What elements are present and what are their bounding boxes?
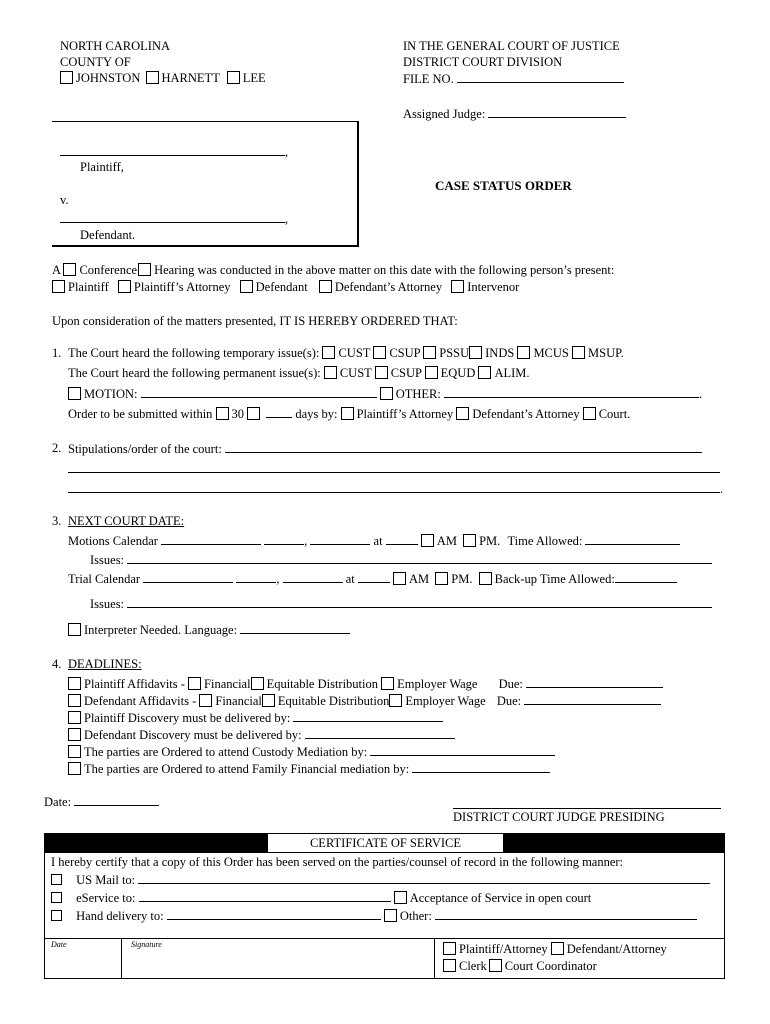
temp-csup-checkbox[interactable] [373, 346, 386, 359]
motions-issues-field[interactable] [127, 552, 712, 564]
motions-am-checkbox[interactable] [421, 534, 434, 547]
certificate-header [45, 834, 724, 852]
motion-other-row: MOTION: OTHER: . [68, 386, 702, 402]
custom-days-field[interactable] [266, 406, 292, 418]
pa-equitable-label: Equitable Distribution [266, 677, 379, 691]
role-row-1 [443, 942, 667, 957]
other-field[interactable] [444, 386, 699, 398]
thirty-days-checkbox[interactable] [216, 407, 229, 420]
hearing-line [52, 263, 614, 278]
certificate-header-rule [45, 852, 724, 853]
upon-consideration: Upon consideration of the matters presented, IT IS HEREBY ORDERED THAT: [52, 314, 458, 328]
county-options [60, 71, 266, 86]
hand-delivery-label: Hand delivery to: [76, 909, 164, 923]
motions-month-field[interactable] [161, 533, 261, 545]
certificate-title: CERTIFICATE OF SERVICE [267, 834, 504, 852]
plaintiff-present-label: Plaintiff [68, 280, 109, 294]
item4-number: 4. [52, 657, 62, 671]
temp-pssu-label: PSSU [439, 346, 470, 360]
plaintiff-attorney-role-label: Plaintiff/Attorney [459, 942, 548, 956]
perm-cust-label: CUST [339, 366, 372, 380]
motion-field[interactable] [141, 386, 377, 398]
defendant-present-label: Defendant [255, 280, 308, 294]
plaintiff-affidavits-row [68, 676, 663, 692]
intervenor-present-checkbox[interactable] [451, 280, 464, 293]
trial-am-label: AM [409, 572, 430, 586]
court-name: IN THE GENERAL COURT OF JUSTICE [403, 39, 620, 53]
cert-signature-field[interactable] [131, 952, 427, 972]
hand-delivery-row [51, 908, 697, 924]
date-field[interactable] [74, 794, 159, 806]
role-row-2 [443, 959, 597, 974]
judge-signature-line[interactable] [453, 796, 721, 809]
perm-csup-checkbox[interactable] [375, 366, 388, 379]
interpreter-label: Interpreter Needed. [84, 623, 182, 637]
plaintiff-discovery-row [68, 710, 443, 726]
trial-issues-field[interactable] [127, 596, 712, 608]
permanent-issues-label: The Court heard the following permanent issue(s): [68, 366, 321, 380]
backup-checkbox[interactable] [479, 572, 492, 585]
cert-date-field[interactable] [51, 952, 117, 972]
certify-statement: I hereby certify that a copy of this Order has been served on the parties/counsel of record in the following manner: [51, 855, 624, 869]
eservice-row [51, 890, 591, 906]
pa-employer-wage-checkbox[interactable] [381, 677, 394, 690]
eservice-label: eService to: [76, 891, 136, 905]
judge-presiding-label: DISTRICT COURT JUDGE PRESIDING [453, 810, 665, 824]
defendant-name-row [60, 211, 288, 227]
submit-plaintiff-attorney-checkbox[interactable] [341, 407, 354, 420]
state-name: NORTH CAROLINA [60, 39, 171, 53]
motions-at-label: at [373, 534, 383, 548]
other-label: OTHER: [395, 387, 441, 401]
pa-due-field[interactable] [526, 676, 663, 688]
file-no-row [403, 71, 624, 87]
certificate-header-bar-right [503, 834, 724, 852]
trial-month-field[interactable] [143, 571, 233, 583]
order-submission-row [68, 406, 630, 422]
cert-other-field[interactable] [435, 908, 697, 920]
date-signature-divider [121, 938, 122, 978]
motions-pm-label: PM. [479, 534, 501, 548]
interpreter-checkbox[interactable] [68, 623, 81, 636]
interpreter-row [68, 622, 350, 638]
da-employer-wage-checkbox[interactable] [389, 694, 402, 707]
motion-label: MOTION: [84, 387, 138, 401]
stipulations-label: Stipulations/order of the court: [68, 442, 222, 456]
defendant-label: Defendant. [80, 228, 136, 242]
defendant-affidavits-checkbox[interactable] [68, 694, 81, 707]
plaintiff-name-field[interactable] [60, 144, 285, 156]
language-field[interactable] [240, 622, 350, 634]
trial-issues-label: Issues: [90, 597, 125, 611]
plaintiff-present-checkbox[interactable] [52, 280, 65, 293]
temporary-issues-label: The Court heard the following temporary issue(s): [68, 346, 320, 360]
stipulations-field-1[interactable] [225, 441, 702, 453]
thirty-days-label: 30 [231, 407, 245, 421]
temp-pssu-checkbox[interactable] [423, 346, 436, 359]
financial-mediation-row [68, 761, 550, 777]
stipulations-field-2[interactable] [68, 461, 720, 473]
perm-csup-label: CSUP [390, 366, 422, 380]
plaintiff-affidavits-label: Plaintiff Affidavits - [84, 677, 185, 691]
hearing-text: Hearing was conducted in the above matter on this date with the following person’s present: [154, 263, 615, 277]
county-johnston-label: JOHNSTON [76, 71, 141, 85]
plaintiff-label: Plaintiff, [80, 160, 124, 174]
cert-date-label: Date [51, 940, 67, 949]
motions-time-allowed-field[interactable] [585, 533, 680, 545]
intro-a: A [52, 263, 61, 277]
county-harnett-label: HARNETT [161, 71, 220, 85]
motions-year-field[interactable] [310, 533, 370, 545]
defendant-attorney-present-label: Defendant’s Attorney [334, 280, 443, 294]
temp-mcus-checkbox[interactable] [517, 346, 530, 359]
trial-year-field[interactable] [283, 571, 343, 583]
defendant-attorney-present-checkbox[interactable] [319, 280, 332, 293]
perm-equd-label: EQUD [440, 366, 476, 380]
coordinator-role-checkbox[interactable] [489, 959, 502, 972]
stipulations-field-3[interactable] [68, 481, 720, 493]
conference-label: Conference [79, 263, 138, 277]
motions-calendar-label: Motions Calendar [68, 534, 158, 548]
da-financial-label: Financial [215, 694, 262, 708]
plaintiff-attorney-role-checkbox[interactable] [443, 942, 456, 955]
submit-plaintiff-attorney-label: Plaintiff’s Attorney [356, 407, 454, 421]
us-mail-label: US Mail to: [76, 873, 136, 887]
deadlines-heading: DEADLINES: [68, 657, 142, 671]
temp-inds-checkbox[interactable] [469, 346, 482, 359]
temp-cust-label: CUST [338, 346, 371, 360]
trial-issues-row [90, 596, 712, 612]
submit-defendant-attorney-checkbox[interactable] [456, 407, 469, 420]
intervenor-present-label: Intervenor [467, 280, 520, 294]
plaintiff-attorney-present-checkbox[interactable] [118, 280, 131, 293]
county-lee-checkbox[interactable] [227, 71, 240, 84]
da-due-field[interactable] [524, 693, 661, 705]
motions-issues-label: Issues: [90, 553, 125, 567]
backup-label: Back-up [494, 572, 537, 586]
trial-calendar-row: Trial Calendar , at AM PM. Back-up Time Allowed: [68, 571, 677, 587]
hand-delivery-checkbox[interactable] [51, 910, 62, 921]
us-mail-row [51, 872, 710, 888]
trial-at-label: at [345, 572, 355, 586]
hand-delivery-field[interactable] [167, 908, 381, 920]
days-by-label: days by: [295, 407, 338, 421]
trial-am-checkbox[interactable] [393, 572, 406, 585]
defendant-discovery-checkbox[interactable] [68, 728, 81, 741]
pa-due-label: Due: [498, 677, 523, 691]
da-equitable-label: Equitable Distribution [277, 694, 390, 708]
plaintiff-attorney-present-label: Plaintiff’s Attorney [133, 280, 231, 294]
perm-equd-checkbox[interactable] [425, 366, 438, 379]
temp-inds-label: INDS [485, 346, 515, 360]
defendant-comma: , [285, 212, 289, 226]
perm-cust-checkbox[interactable] [324, 366, 337, 379]
submit-court-label: Court. [598, 407, 631, 421]
other-checkbox[interactable] [380, 387, 393, 400]
us-mail-field[interactable] [138, 872, 710, 884]
signature-role-divider [434, 938, 435, 978]
certificate-bottom-rule [45, 938, 724, 939]
court-division: DISTRICT COURT DIVISION [403, 55, 563, 69]
item3-number: 3. [52, 514, 62, 528]
custody-mediation-label: The parties are Ordered to attend Custody Mediation by: [84, 745, 368, 759]
defendant-affidavits-label: Defendant Affidavits - [84, 694, 197, 708]
plaintiff-affidavits-checkbox[interactable] [68, 677, 81, 690]
motions-calendar-row: Motions Calendar , at AM PM. Time Allowed: [68, 533, 680, 549]
stipulations-row [68, 441, 702, 457]
defendant-discovery-label: Defendant Discovery must be delivered by: [84, 728, 302, 742]
plaintiff-discovery-label: Plaintiff Discovery must be delivered by: [84, 711, 291, 725]
submit-court-checkbox[interactable] [583, 407, 596, 420]
pa-financial-checkbox[interactable] [188, 677, 201, 690]
county-johnston-checkbox[interactable] [60, 71, 73, 84]
pa-employer-wage-label: Employer Wage [397, 677, 478, 691]
defendant-discovery-field[interactable] [305, 727, 455, 739]
assigned-judge-field[interactable] [488, 106, 626, 118]
clerk-role-label: Clerk [459, 959, 487, 973]
defendant-name-field[interactable] [60, 211, 285, 223]
financial-mediation-label: The parties are Ordered to attend Family Financial mediation by: [84, 762, 410, 776]
custom-days-checkbox[interactable] [247, 407, 260, 420]
da-financial-checkbox[interactable] [199, 694, 212, 707]
temp-cust-checkbox[interactable] [322, 346, 335, 359]
motion-checkbox[interactable] [68, 387, 81, 400]
coordinator-role-label: Court Coordinator [504, 959, 597, 973]
custody-mediation-row [68, 744, 555, 760]
assigned-judge-label: Assigned Judge: [403, 107, 486, 121]
file-no-field[interactable] [457, 71, 624, 83]
perm-alim-label: ALIM. [494, 366, 530, 380]
custody-mediation-field[interactable] [370, 744, 555, 756]
county-harnett-checkbox[interactable] [146, 71, 159, 84]
next-court-date-heading: NEXT COURT DATE: [68, 514, 185, 528]
county-of-label: COUNTY OF [60, 55, 131, 69]
permanent-issues-row [68, 366, 530, 381]
eservice-checkbox[interactable] [51, 892, 62, 903]
plaintiff-comma: , [285, 145, 289, 159]
da-employer-wage-label: Employer Wage [405, 694, 486, 708]
defendant-attorney-role-checkbox[interactable] [551, 942, 564, 955]
conference-checkbox[interactable] [63, 263, 76, 276]
motions-time-field[interactable] [386, 533, 418, 545]
versus-label: v. [60, 193, 69, 207]
plaintiff-discovery-checkbox[interactable] [68, 711, 81, 724]
acceptance-label: Acceptance of Service in open court [409, 891, 592, 905]
motions-pm-checkbox[interactable] [463, 534, 476, 547]
pa-equitable-checkbox[interactable] [251, 677, 264, 690]
pa-financial-label: Financial [204, 677, 251, 691]
stipulations-line-2 [68, 461, 720, 477]
item1-number: 1. [52, 346, 62, 360]
trial-time-field[interactable] [358, 571, 390, 583]
cert-signature-label: Signature [131, 940, 162, 949]
da-due-label: Due: [496, 694, 522, 708]
motions-day-field[interactable] [264, 533, 304, 545]
defendant-present-checkbox[interactable] [240, 280, 253, 293]
custody-mediation-checkbox[interactable] [68, 745, 81, 758]
temporary-issues-row [68, 346, 624, 361]
trial-day-field[interactable] [236, 571, 276, 583]
temp-mcus-label: MCUS [533, 346, 569, 360]
da-equitable-checkbox[interactable] [262, 694, 275, 707]
assigned-judge-row [403, 106, 626, 122]
defendant-affidavits-row [68, 693, 661, 709]
trial-time-allowed-label: Time Allowed: [539, 572, 615, 586]
financial-mediation-checkbox[interactable] [68, 762, 81, 775]
plaintiff-discovery-field[interactable] [293, 710, 443, 722]
date-row [44, 794, 159, 810]
language-label: Language: [184, 623, 238, 637]
certificate-header-bar-left [45, 834, 267, 852]
plaintiff-name-row [60, 144, 288, 160]
order-within-label: Order to be submitted within [68, 407, 213, 421]
hearing-checkbox[interactable] [138, 263, 151, 276]
financial-mediation-field[interactable] [412, 761, 550, 773]
trial-calendar-label: Trial Calendar [68, 572, 141, 586]
cert-other-checkbox[interactable] [384, 909, 397, 922]
county-lee-label: LEE [242, 71, 266, 85]
temp-csup-label: CSUP [389, 346, 421, 360]
defendant-attorney-role-label: Defendant/Attorney [566, 942, 667, 956]
motions-time-allowed-label: Time Allowed: [507, 534, 583, 548]
acceptance-checkbox[interactable] [394, 891, 407, 904]
temp-msup-checkbox[interactable] [572, 346, 585, 359]
cert-other-label: Other: [399, 909, 432, 923]
us-mail-checkbox[interactable] [51, 874, 62, 885]
persons-line [52, 280, 519, 295]
temp-msup-label: MSUP. [588, 346, 624, 360]
motions-issues-row [90, 552, 712, 568]
submit-defendant-attorney-label: Defendant’s Attorney [472, 407, 580, 421]
trial-pm-label: PM. [451, 572, 473, 586]
trial-time-allowed-field[interactable] [615, 571, 677, 583]
caption-top-rule [52, 121, 357, 122]
trial-pm-checkbox[interactable] [435, 572, 448, 585]
file-no-label: FILE NO. [403, 72, 454, 86]
certificate-of-service-box [44, 833, 725, 979]
document-title: CASE STATUS ORDER [435, 178, 572, 193]
stipulations-line-3: . [68, 481, 723, 497]
clerk-role-checkbox[interactable] [443, 959, 456, 972]
date-label: Date: [44, 795, 72, 809]
perm-alim-checkbox[interactable] [478, 366, 491, 379]
defendant-discovery-row [68, 727, 455, 743]
item2-number: 2. [52, 441, 62, 455]
eservice-field[interactable] [139, 890, 391, 902]
motions-am-label: AM [436, 534, 457, 548]
